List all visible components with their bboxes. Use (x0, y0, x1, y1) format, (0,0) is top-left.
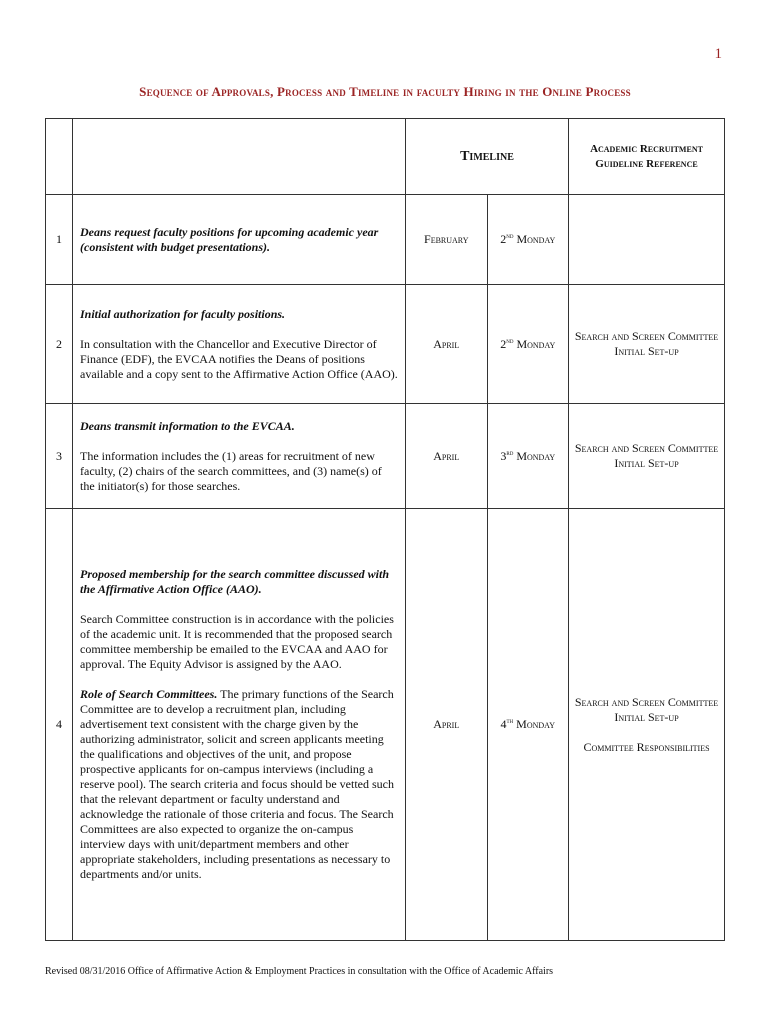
row-month: April (406, 404, 488, 509)
day-number: 4 (500, 717, 507, 731)
row-paragraph: Search Committee construction is in accordance with the policies of the academic unit. It is recommended that the proposed search committee membership be emailed to the EVCAA and AAO for approval. The Equity Advisor is assigned by the AAO. (80, 612, 394, 671)
day-suffix: nd (506, 232, 514, 240)
row-month: February (406, 195, 488, 285)
approval-timeline-table (45, 118, 725, 941)
table-header-row (46, 119, 725, 195)
row-day (487, 509, 569, 941)
role-heading: Role of Search Committees. (80, 687, 218, 701)
page-number: 1 (714, 46, 722, 62)
day-suffix: nd (506, 336, 514, 345)
day-name: Monday (516, 336, 556, 351)
day-name: Monday (516, 448, 556, 463)
day-name: Monday (516, 232, 556, 246)
footer-note: Revised 08/31/2016 Office of Affirmative Action & Employment Practices in consultation with the Office of Academic Affairs (45, 966, 554, 977)
row-day (487, 285, 569, 404)
table-row (46, 285, 725, 404)
row-reference (569, 195, 725, 285)
row-description (73, 285, 406, 404)
row-number: 1 (46, 195, 73, 285)
table-row (46, 195, 725, 285)
row-number: 2 (46, 285, 73, 404)
row-heading: Initial authorization for faculty positions. (80, 306, 286, 321)
row-number: 3 (46, 404, 73, 509)
row-day (487, 404, 569, 509)
row-description (73, 509, 406, 941)
row-month: April (406, 509, 488, 941)
reference-line: Search and Screen Committee Initial Set-up (574, 694, 719, 724)
role-text: The primary functions of the Search Committee are to develop a recruitment plan, including advertisement text consistent with the charge given by the authorizing administrator, solicit and screen applicants meeting the qualifications and objectives of the unit, and propose prospective applicants for on-campus interviews (including a reserve pool). The search criteria and focus should be vetted such that the relevant department or faculty understand and acknowledge the rationale of those criteria and focus. The Search Committees are also expected to organize the on-campus interview days with unit/department members and other appropriate stakeholders, including presentations as necessary to departments and/or units. (80, 687, 394, 881)
header-reference: Academic Recruitment Guideline Reference (569, 119, 725, 195)
day-number: 3 (500, 448, 507, 463)
row-reference: Search and Screen Committee Initial Set-up (569, 285, 725, 404)
day-number: 2 (500, 336, 507, 351)
role-paragraph (80, 687, 399, 882)
document-title: Sequence of Approvals, Process and Timeline in faculty Hiring in the Online Process (139, 84, 631, 99)
row-number: 4 (46, 509, 73, 941)
day-suffix: rd (506, 448, 514, 457)
row-reference (569, 509, 725, 941)
table-row (46, 509, 725, 941)
row-heading: Deans request faculty positions for upcoming academic year (consistent with budget presentations). (80, 224, 379, 254)
row-reference: Search and Screen Committee Initial Set-up (569, 404, 725, 509)
row-heading: Deans transmit information to the EVCAA. (80, 418, 295, 433)
row-month: April (406, 285, 488, 404)
day-number: 2 (500, 232, 507, 246)
header-timeline: Timeline (406, 119, 569, 195)
row-paragraph: The information includes the (1) areas for recruitment of new faculty, (2) chairs of the search committees, and (3) name(s) of the initiator(s) for those searches. (80, 448, 382, 493)
row-day (487, 195, 569, 285)
reference-line: Committee Responsibilities (583, 739, 710, 754)
table-row (46, 404, 725, 509)
row-description (73, 404, 406, 509)
row-description (73, 195, 406, 285)
header-desc-cell (73, 119, 406, 195)
day-name: Monday (516, 717, 555, 731)
day-suffix: th (506, 717, 514, 725)
header-num-cell (46, 119, 73, 195)
row-paragraph: In consultation with the Chancellor and Executive Director of Finance (EDF), the EVCAA notifies the Deans of positions available and a copy sent to the Affirmative Action Office (AAO). (80, 336, 398, 381)
row-heading: Proposed membership for the search committee discussed with the Affirmative Action Office (AAO). (80, 567, 389, 596)
